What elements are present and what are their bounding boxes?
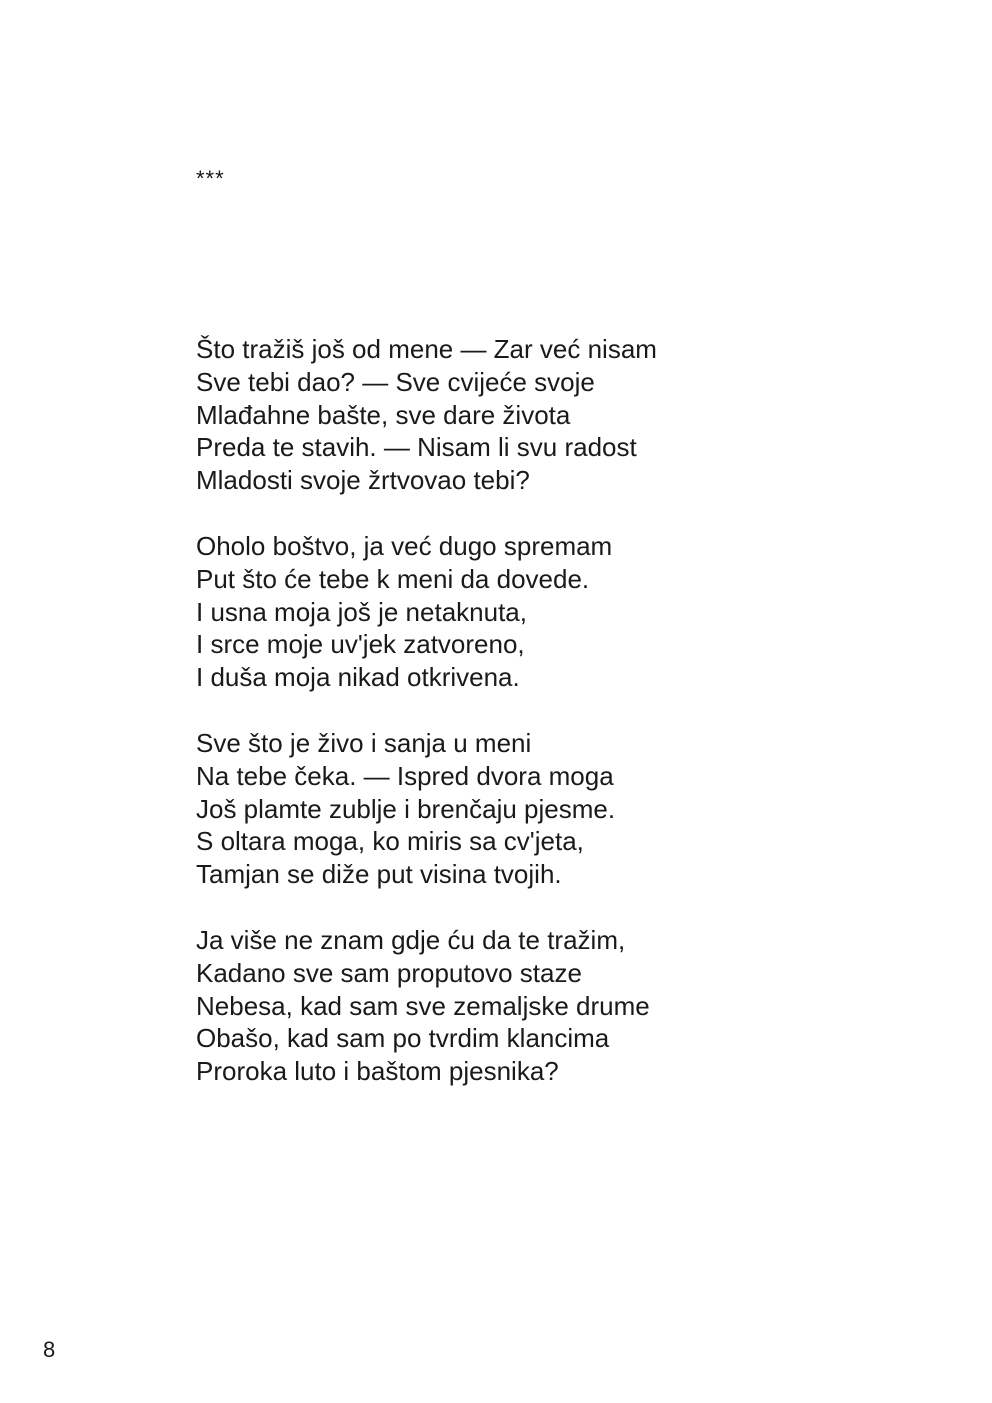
poem-line: Mlađahne bašte, sve dare života <box>196 399 571 430</box>
page-number: 8 <box>43 1337 56 1362</box>
poem-line: Proroka luto i baštom pjesnika? <box>196 1056 559 1087</box>
poem-line: Ja više ne znam gdje ću da te tražim, <box>196 924 626 955</box>
poem-line: Na tebe čeka. — Ispred dvora moga <box>196 760 614 791</box>
poem-line: Sve tebi dao? — Sve cvijeće svoje <box>196 366 595 397</box>
poem-line: Sve što je živo i sanja u meni <box>196 727 532 758</box>
poem-line: Oholo boštvo, ja već dugo spremam <box>196 530 613 561</box>
stanza-2 <box>196 530 896 694</box>
poem-line: I usna moja još je netaknuta, <box>196 596 527 627</box>
poem-line: Preda te stavih. — Nisam li svu radost <box>196 432 637 463</box>
stanza-4 <box>196 924 896 1088</box>
poem-line: Put što će tebe k meni da dovede. <box>196 563 590 594</box>
poem-line: Mladosti svoje žrtvovao tebi? <box>196 465 530 496</box>
poem-line: S oltara moga, ko miris sa cv'jeta, <box>196 826 584 857</box>
poem-line: I srce moje uv'jek zatvoreno, <box>196 629 525 660</box>
poem-line: Nebesa, kad sam sve zemaljske drume <box>196 990 650 1021</box>
stanza-1 <box>196 333 896 497</box>
stanza-3 <box>196 727 896 891</box>
poem-line: I duša moja nikad otkrivena. <box>196 662 520 693</box>
poem-line: Kadano sve sam proputovo staze <box>196 957 582 988</box>
poem-line: Obašo, kad sam po tvrdim klancima <box>196 1023 610 1054</box>
poem-line: Još plamte zublje i brenčaju pjesme. <box>196 793 616 824</box>
poem-line: Što tražiš još od mene — Zar već nisam <box>196 334 657 364</box>
poem <box>196 333 896 1121</box>
section-ornament: *** <box>196 166 225 191</box>
poem-line: Tamjan se diže put visina tvojih. <box>196 859 562 890</box>
